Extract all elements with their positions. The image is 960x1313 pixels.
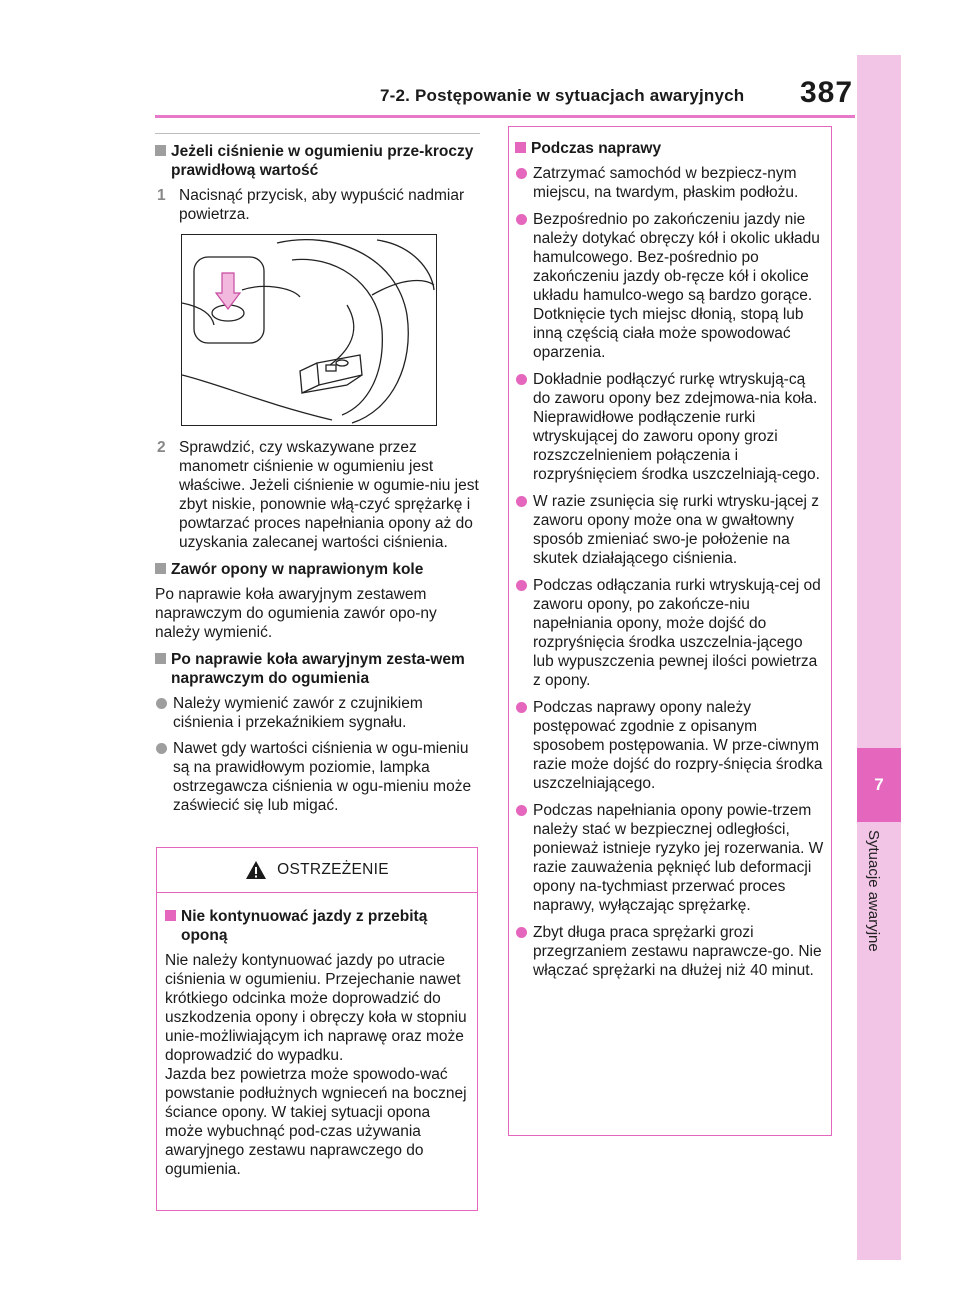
compressor-illustration bbox=[181, 234, 437, 426]
section-header-title: 7-2. Postępowanie w sytuacjach awaryjnych bbox=[380, 86, 745, 105]
square-marker-icon bbox=[155, 563, 166, 574]
chapter-number-tab: 7 bbox=[857, 748, 901, 822]
column-rule bbox=[155, 133, 480, 134]
warning-paragraph-2: Jazda bez powietrza może spowodo-wać powstanie podłużnych wgnieceń na bocznej ściance opony. W takiej sytuacji opona może wybuchnąć pod-czas używania awaryjnego zestawu naprawczego do ogumienia. bbox=[165, 1066, 467, 1178]
warning-paragraph-1: Nie należy kontynuować jazdy po utracie ciśnienia w ogumieniu. Przejechanie nawet krótkiego odcinka może doprowadzić do uszkodzenia opony i obręczy koła w stopniu unie-możliwiającym ich naprawę oraz może doprowadzić do wypadku. bbox=[165, 952, 467, 1064]
chapter-tab-strip bbox=[857, 55, 901, 1260]
warning-header bbox=[157, 848, 477, 893]
warning-triangle-icon bbox=[245, 860, 267, 880]
repair-info-box bbox=[508, 126, 832, 1136]
valve-paragraph: Po naprawie koła awaryjnym zestawem naprawczym do ogumienia zawór opo-ny należy wymienić. bbox=[155, 586, 437, 641]
warning-heading: Nie kontynuować jazdy z przebitą oponą bbox=[165, 907, 467, 945]
warning-title: OSTRZEŻENIE bbox=[277, 861, 389, 878]
header-rule bbox=[155, 115, 855, 118]
section-heading-overpressure: Jeżeli ciśnienie w ogumieniu prze-kroczy prawidłową wartość bbox=[155, 142, 480, 180]
list-item: Podczas naprawy opony należy postępować zgodnie z opisanym sposobem postępowania. W prze-ciwnym razie może dojść do rozpry-śnięcia środka uszczelniającego. bbox=[515, 698, 825, 793]
step-2: 2 Sprawdzić, czy wskazywane przez manometr ciśnienie w ogumieniu jest właściwe. Jeżeli ciśnienie w ogumie-niu jest zbyt niskie, ponownie włą-czyć sprężarkę i powtarzać proces napełniania opony aż do uzyskania zalecanej wartości ciśnienia. bbox=[157, 439, 479, 551]
compressor-illustration-svg bbox=[182, 235, 436, 425]
bullet-dot-icon bbox=[516, 580, 527, 591]
list-item: Dokładnie podłączyć rurkę wtryskują-cą do zaworu opony bez zdejmowa-nia koła. Nieprawidłowe podłączenie rurki wtryskującej do zaworu opony grozi rozszczelnieniem połączenia i rozpryśnięciem środka uszczelniają-cego. bbox=[515, 370, 825, 484]
list-item: Nawet gdy wartości ciśnienia w ogu-mieniu są na prawidłowym poziomie, lampka ostrzegawcza ciśnienia w ogu-mieniu może zaświecić się lub migać. bbox=[155, 739, 480, 815]
bullet-dot-icon bbox=[516, 805, 527, 816]
bullet-dot-icon bbox=[156, 698, 167, 709]
warning-body bbox=[157, 893, 477, 1179]
bullet-dot-icon bbox=[516, 496, 527, 507]
list-item: Podczas napełniania opony powie-trzem należy stać w bezpiecznej odległości, ponieważ istnieje ryzyko jej rozerwania. W razie zauważenia pęknięć lub deformacji opony na-tychmiast przerwać proces naprawy, wyłączając sprężarkę. bbox=[515, 801, 825, 915]
bullet-dot-icon bbox=[516, 168, 527, 179]
step-1: 1 Nacisnąć przycisk, aby wypuścić nadmiar powietrza. bbox=[157, 187, 465, 223]
bullet-dot-icon bbox=[516, 214, 527, 225]
list-item: Zbyt długa praca sprężarki grozi przegrzaniem zestawu naprawcze-go. Nie włączać sprężarki na dłużej niż 40 minut. bbox=[515, 923, 825, 980]
step-number: 2 bbox=[157, 439, 166, 456]
list-item: Zatrzymać samochód w bezpiecz-nym miejscu, na twardym, płaskim podłożu. bbox=[515, 164, 825, 202]
left-column bbox=[155, 133, 480, 822]
square-marker-icon bbox=[515, 142, 526, 153]
square-marker-icon bbox=[155, 653, 166, 664]
chapter-tab-label: Sytuacje awaryjne bbox=[865, 830, 882, 952]
list-item: Należy wymienić zawór z czujnikiem ciśnienia i przekaźnikiem sygnału. bbox=[155, 694, 480, 732]
list-item: W razie zsunięcia się rurki wtrysku-jącej z zaworu opony może ona w gwałtowny sposób zmieniać swo-je położenie na skutek działającego ciśnienia. bbox=[515, 492, 825, 568]
bullet-dot-icon bbox=[516, 374, 527, 385]
list-item: Bezpośrednio po zakończeniu jazdy nie należy dotykać obręczy kół i okolic układu hamulcowego. Bez-pośrednio po zakończeniu jazdy ob-ręcze kół i okolice układu hamulco-wego są bardzo gorące. Dotknięcie tych miejsc dłonią, stopą lub inną częścią ciała może spowodować oparzenia. bbox=[515, 210, 825, 362]
section-heading-valve: Zawór opony w naprawionym kole bbox=[155, 560, 480, 579]
bullet-dot-icon bbox=[516, 927, 527, 938]
warning-box bbox=[156, 847, 478, 1211]
bullet-dot-icon bbox=[516, 702, 527, 713]
step-number: 1 bbox=[157, 187, 166, 204]
square-marker-icon bbox=[155, 145, 166, 156]
repair-heading: Podczas naprawy bbox=[515, 139, 825, 158]
list-item: Podczas odłączania rurki wtryskują-cej od zaworu opony, po zakończe-niu napełniania opony, może dojść do rozpryśnięcia środka uszczelnia-jącego lub wypuszczenia pewnej ilości powietrza z opony. bbox=[515, 576, 825, 690]
page-number: 387 bbox=[800, 76, 854, 109]
bullet-dot-icon bbox=[156, 743, 167, 754]
section-heading-after-repair: Po naprawie koła awaryjnym zesta-wem naprawczym do ogumienia bbox=[155, 650, 480, 688]
square-marker-icon bbox=[165, 910, 176, 921]
